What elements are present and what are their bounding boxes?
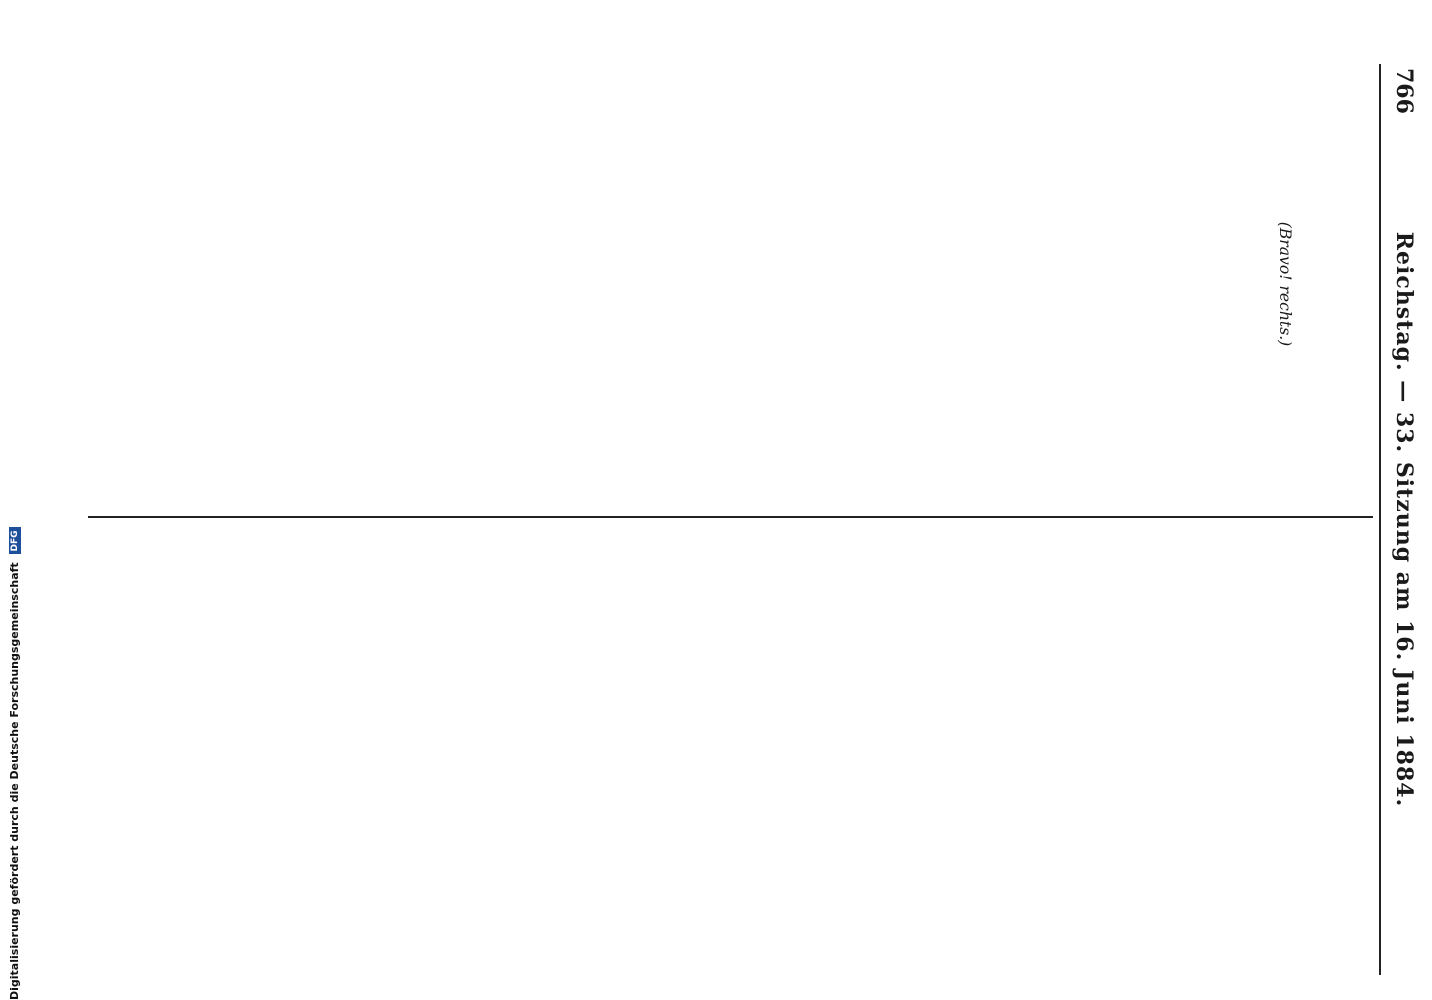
paragraph [1223,530,1243,970]
paragraph [1275,530,1295,970]
digitization-credit [8,0,26,1000]
dfg-logo: DFG [9,527,21,554]
paragraph [1197,530,1217,970]
paragraph [1197,64,1217,504]
right-column [83,530,1373,970]
left-column [83,64,1373,504]
paragraph [1093,64,1113,504]
paragraph [1249,530,1269,970]
credit-text: Digitalisierung gefördert durch die Deutsche Forschungsgemeinschaft [8,562,21,1000]
paragraph [1119,64,1139,504]
paragraph [1301,530,1321,970]
page-header [1379,64,1421,975]
paragraph [1171,64,1191,504]
column-divider [88,516,1373,518]
paragraph [1327,64,1347,504]
applause-note: (Bravo! rechts.) [1276,221,1294,347]
paragraph [1249,64,1269,504]
paragraph [1327,530,1347,970]
document-page [79,64,1421,975]
paragraph [1301,64,1321,504]
paragraph [1353,64,1373,504]
page-number: 766 [1391,68,1417,114]
running-title: Reichstag. — 33. Sitzung am 16. Juni 1884. [1391,231,1417,808]
paragraph [1353,530,1373,970]
paragraph [1145,64,1165,504]
paragraph [1223,64,1243,504]
